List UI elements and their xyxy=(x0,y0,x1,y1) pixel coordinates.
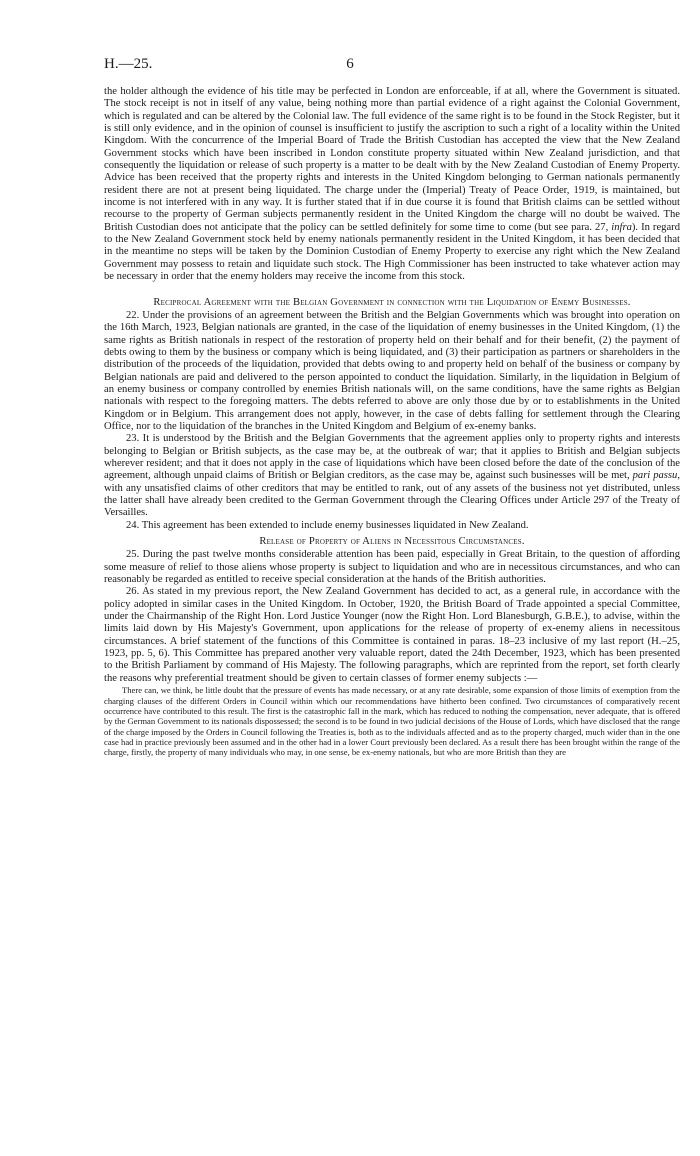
section-heading-belgian-agreement: Reciprocal Agreement with the Belgian Government in connection with the Liquidation of Enemy Businesses. xyxy=(153,296,631,308)
paragraph-25: 25. During the past twelve months considerable attention has been paid, especially in Great Britain, to the question of affording some measure of relief to those aliens whose property is subject to liquidation and who are in necessitous circumstances, and who can reasonably be regarded as entitled to receive special consideration at the hands of the British authorities. xyxy=(104,549,680,586)
continued-paragraph xyxy=(104,86,680,284)
paragraph-26: 26. As stated in my previous report, the New Zealand Government has decided to act, as a general rule, in accordance with the policy adopted in similar cases in the United Kingdom. In October, 1920, the British Board of Trade appointed a special Committee, under the Chairmanship of the Right Hon. Lord Justice Younger (now the Right Hon. Lord Blanesburgh, G.B.E.), to advise, within the limits laid down by His Majesty's Government, upon applications for the release of property of ex-enemy aliens in necessitous circumstances. A brief statement of the functions of this Committee is contained in paras. 18–23 inclusive of my last report (H.–25, 1923, pp. 5, 6). This Committee has prepared another very valuable report, dated the 24th December, 1923, which has been presented to the British Parliament by command of His Majesty. The following paragraphs, which are reprinted from the report, set forth clearly the reasons why preferential treatment should be given to certain classes of former enemy subjects :— xyxy=(104,586,680,684)
committee-report-quotation: There can, we think, be little doubt that the pressure of events has made necessary, or at any rate desirable, some expansion of those limits of exemption from the charging clauses of the different Orders in Council within which our recommendations have hitherto been confined. Two circumstances of comparatively recent occurrence have contributed to this result. The first is the catastrophic fall in the mark, which has reduced to nothing the compensation, never adequate, that is offered by the German Government to its nationals dispossessed; the second is to be found in two judicial decisions of the House of Lords, which have disclosed that the range of the charge imposed by the Orders in Council following the Treaties is, both as to the individuals affected and as to the property charged, much wider than in the one case had in practice previously been assumed and in the other had in a lower Court previously been declared. As a result there has been brought within the range of the charge, firstly, the property of many individuals who may, in one sense, be ex-enemy nationals, but who are more British than they are xyxy=(104,685,680,758)
body-text xyxy=(104,86,680,758)
page-number: 6 xyxy=(346,56,354,72)
paragraph-23-part-b: , with any unsatisfied claims of other creditors that may be entitled to rank, out of any assets of the business not yet distributed, unless the latter shall have already been credited to the German Government through the Clearing Offices under Article 297 of the Treaty of Versailles. xyxy=(104,470,680,519)
continued-paragraph-text: the holder although the evidence of his title may be perfected in London are enforceable, if at all, where the Government is situated. The stock receipt is not in itself of any value, being nothing more than partial evidence of a right against the Colonial Government, which is regulated and can be altered by the Colonial law. The full evidence of the same right is to be found in the Stock Register, but it is still only evidence, and in the opinion of counsel is insufficient to justify the ascription to such a right of a locality within the United Kingdom. With the concurrence of the Imperial Board of Trade the British Custodian has accepted the view that the New Zealand Government stocks which have been inscribed in London constitute property situated within New Zealand jurisdiction, and that consequently the liquidation or release of such property is a matter to be dealt with by the New Zealand Custodian of Enemy Property. Advice has been received that the property rights and interests in the United Kingdom belonging to German nationals permanently resident there are not at present being liquidated. The charge under the (Imperial) Treaty of Peace Order, 1919, is maintained, but income is not interfered with in any way. It is further stated that if in due course it is found that British claims can be settled without recourse to the property of German subjects permanently resident in the United Kingdom the charge will no doubt be waived. The British Custodian does not anticipate that the policy can be settled definitely for some time to come (but see para. 27, xyxy=(104,86,680,233)
section-heading-release-of-property: Release of Property of Aliens in Necessitous Circumstances. xyxy=(259,536,525,548)
paragraph-22: 22. Under the provisions of an agreement between the British and the Belgian Governments which was brought into operation on the 16th March, 1923, Belgian nationals are granted, in the case of the liquidation of enemy businesses in the United Kingdom, (1) the same rights as British nationals in respect of the restoration of property held on their behalf and for their benefit, (2) the payment of debts owing to them by the business or company which is being liquidated, and (3) their participation as partners or shareholders in the distribution of the proceeds of the liquidation, provided that debts owing to and property held on behalf of the business or company by Belgian nationals are paid and delivered to the person appointed to conduct the liquidation. Similarly, in the liquidation in Belgium of an enemy business or company controlled by enemies British nationals will, on the same conditions, have the same rights as Belgian nationals with respect to the foregoing matters. The debts referred to above are only those due by or to establishments in the United Kingdom or in Belgium. This arrangement does not apply, however, in the case of debts falling for settlement through the Clearing Office, nor to the liquidation of the branches in the United Kingdom and Belgium of ex-enemy banks. xyxy=(104,309,680,432)
paragraph-23-part-a: 23. It is understood by the British and the Belgian Governments that the agreement applies only to property rights and interests belonging to Belgian or British subjects, as the case may be, at the outbreak of war; that it applies to British and Belgian subjects wherever resident; and that it does not apply in the case of liquidations which have been closed before the date of the conclusion of the agreement, although unpaid claims of British or Belgian creditors, as the case may be, against such businesses will be met, xyxy=(104,433,680,482)
document-reference: H.—25. xyxy=(104,56,153,72)
running-header xyxy=(0,56,700,78)
paragraph-24: 24. This agreement has been extended to include enemy businesses liquidated in New Zealand. xyxy=(126,519,529,531)
infra-italic: infra xyxy=(611,221,632,233)
continued-paragraph-end: ). In regard to the New Zealand Government stock held by enemy nationals permanently resident in the United Kingdom, it has been decided that in the meantime no steps will be taken by the Dominion Custodian of Enemy Property to exercise any right which the New Zealand Government may possess to retain and liquidate such stock. The High Commissioner has been instructed to take whatever action may be necessary in order that the enemy holders may receive the income from this stock. xyxy=(104,221,680,283)
pari-passu-italic: pari passu xyxy=(632,470,678,482)
paragraph-23 xyxy=(104,433,680,519)
